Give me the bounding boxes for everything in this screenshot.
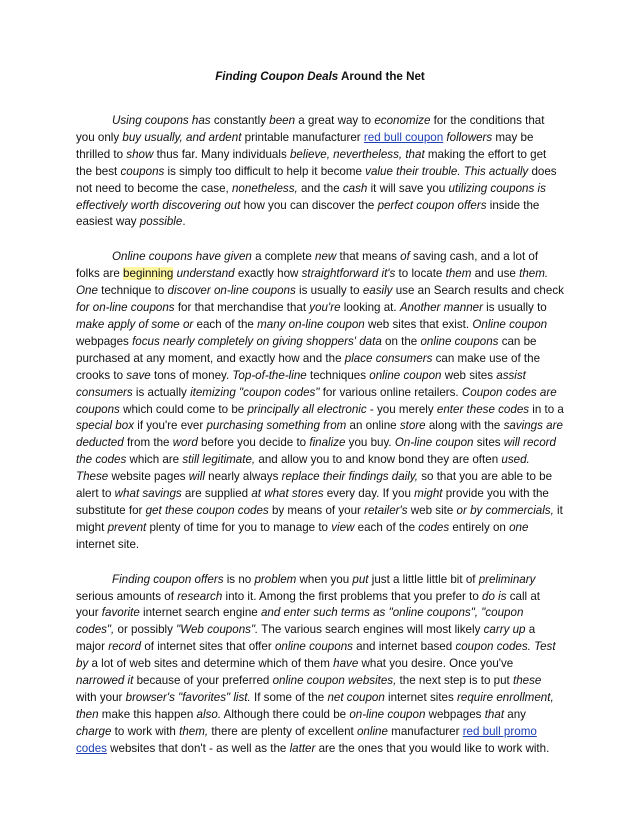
italic-text: them [445, 267, 472, 281]
italic-text: used. These [76, 453, 530, 484]
italic-text: do is [482, 589, 507, 603]
italic-text: Using coupons has [112, 114, 211, 127]
text-run: which could come to be [119, 402, 248, 416]
text-run: if you're ever [134, 419, 207, 433]
text-run: printable manufacturer [241, 130, 364, 144]
text-run: on the [381, 334, 421, 348]
italic-text: what savings [114, 487, 182, 501]
text-run: call at your [76, 589, 541, 620]
paragraph-2 [76, 249, 564, 553]
italic-text: value their trouble. This actually [365, 164, 529, 178]
italic-text: Coupon codes are coupons [76, 385, 557, 416]
italic-text: easily [362, 284, 393, 298]
italic-text: replace their findings daily, [281, 470, 419, 484]
text-run: saving cash, and a lot of folks are [76, 250, 539, 281]
italic-text: focus nearly completely on giving shoppers' data [132, 334, 382, 348]
text-run: and allow you to and know bond they are often [255, 453, 502, 467]
italic-text: discover on-line coupons [167, 284, 296, 298]
text-run: of internet sites that offer [141, 640, 275, 654]
text-run: web sites [441, 368, 497, 382]
text-run: it might [76, 503, 563, 534]
text-run: every day. If you [323, 487, 415, 501]
italic-text: one [509, 520, 529, 534]
italic-text: also. [196, 707, 222, 721]
italic-text: charge [76, 724, 112, 738]
italic-text: will record the codes [76, 436, 556, 467]
text-run: for the conditions that you only [76, 114, 545, 144]
text-run: and use [471, 267, 520, 281]
italic-text: online coupon [369, 368, 442, 382]
text-run: inside the easiest way [76, 198, 540, 229]
highlighted-text: beginning [123, 267, 174, 281]
text-run: what you desire. Once you've [358, 657, 514, 671]
text-run: which are [126, 453, 183, 467]
text-run: you buy. [345, 436, 395, 450]
italic-text: research [177, 589, 223, 603]
text-run: serious amounts of [76, 589, 178, 603]
italic-text: might [414, 487, 443, 501]
italic-text: retailer's [364, 503, 408, 517]
text-run: If some of the [250, 691, 328, 704]
text-run: provide you with the substitute for [76, 487, 549, 517]
text-run: webpages [425, 707, 485, 721]
page-title [76, 70, 564, 83]
text-run: a complete [251, 250, 316, 264]
text-run: there are plenty of excellent [208, 724, 357, 738]
italic-text: itemizing "coupon codes" [190, 385, 320, 399]
text-run: does not need to become the case, [76, 164, 557, 195]
italic-text: you're [309, 301, 341, 315]
italic-text: online [356, 724, 388, 738]
text-run: may be thrilled to [76, 130, 534, 161]
text-run: or possibly [114, 623, 177, 637]
text-run: entirely on [449, 520, 510, 534]
italic-text: them. One [76, 267, 549, 298]
italic-text: still legitimate, [182, 453, 256, 467]
text-run: . [182, 215, 186, 229]
text-run: by means of your [268, 503, 365, 517]
text-run: exactly how [234, 267, 302, 281]
paragraph-3 [76, 572, 564, 758]
text-run: in to a [529, 402, 564, 416]
italic-text: require enrollment, then [76, 691, 554, 721]
text-run: use an Search results and check [392, 284, 564, 298]
text-run: make this happen [98, 707, 197, 721]
italic-text: utilizing coupons is effectively worth discovering out [76, 181, 546, 212]
text-run: before you decide to [197, 436, 310, 450]
italic-text: Finding coupon offers [112, 572, 224, 586]
text-run: it will save you [367, 181, 449, 195]
italic-text: have [333, 657, 359, 671]
italic-text: these [512, 674, 542, 688]
text-run: to work with [111, 724, 180, 738]
text-run: looking at. [340, 301, 400, 315]
text-run: any [504, 707, 526, 721]
text-run: internet sites [384, 691, 458, 704]
italic-text: latter [289, 741, 316, 755]
text-run: with your [76, 691, 126, 704]
italic-text: Online coupon [472, 317, 548, 331]
text-run: the next step is to put [396, 674, 513, 688]
text-run: - you merely [366, 402, 437, 416]
text-run: internet site. [76, 537, 140, 551]
italic-text: place consumers [344, 351, 433, 365]
italic-text: preliminary [478, 572, 536, 586]
text-run: constantly [210, 114, 270, 127]
text-run: when you [296, 572, 353, 586]
italic-text: online coupon websites, [272, 674, 397, 688]
italic-text: that [484, 707, 505, 721]
text-run: a major [76, 623, 536, 654]
text-run: web sites that exist. [364, 317, 473, 331]
italic-text: carry up [483, 623, 526, 637]
text-run: technique to [97, 284, 168, 298]
text-run: web site [407, 503, 457, 517]
italic-text: perfect coupon offers [377, 198, 487, 212]
text-run: is no [223, 572, 255, 586]
italic-text: prevent [107, 520, 147, 534]
italic-text: online coupons [420, 334, 499, 348]
italic-text: online coupons [274, 640, 353, 654]
text-run: is simply too difficult to help it become [164, 164, 366, 178]
italic-text: on-line coupon [349, 707, 426, 721]
text-run: just a little little bit of [368, 572, 479, 586]
italic-text: possible [139, 215, 183, 229]
text-run: Although there could be [221, 707, 350, 721]
italic-text: On-line coupon [394, 436, 474, 450]
italic-text: make apply of some or [76, 317, 194, 331]
italic-text: cash [342, 181, 368, 195]
italic-text: purchasing something from [206, 419, 347, 433]
title-rest: Around the Net [338, 70, 425, 83]
text-run: to locate [395, 267, 446, 281]
text-run: and the [297, 181, 343, 195]
text-run: plenty of time for you to manage to [146, 520, 332, 534]
text-run: are supplied [181, 487, 252, 501]
body-text [76, 113, 564, 758]
italic-text: store [399, 419, 426, 433]
italic-text: them, [179, 724, 209, 738]
italic-text: believe, nevertheless, that [289, 147, 425, 161]
italic-text: codes [418, 520, 450, 534]
text-run: nearly always [204, 470, 282, 484]
italic-text: and enter such terms as "online coupons", "coupon codes", [76, 606, 524, 637]
italic-text: save [126, 368, 151, 382]
italic-text: finalize [309, 436, 346, 450]
italic-text: at what stores [251, 487, 324, 501]
italic-text: put [352, 572, 369, 586]
italic-text: for on-line coupons [76, 301, 175, 315]
italic-text: been [269, 114, 296, 127]
italic-text: net coupon [327, 691, 385, 704]
text-run: sites [473, 436, 504, 450]
text-run: how you can discover the [240, 198, 378, 212]
text-run: making the effort to get the best [76, 147, 547, 178]
italic-text: view [331, 520, 355, 534]
text-run: each of the [354, 520, 419, 534]
italic-text: show [126, 147, 154, 161]
italic-text: many on-line coupon [257, 317, 365, 331]
italic-text: of [400, 250, 410, 264]
text-run: internet search engine [139, 606, 261, 620]
italic-text: straightforward it's [301, 267, 396, 281]
italic-text: assist consumers [76, 368, 526, 399]
text-run: is usually to [295, 284, 363, 298]
hyperlink[interactable]: red bull coupon [363, 130, 444, 144]
text-run: along with the [425, 419, 504, 433]
text-run: for various online retailers. [319, 385, 462, 399]
italic-text: problem [254, 572, 297, 586]
italic-text: savings are deducted [76, 419, 563, 450]
italic-text: or by commercials, [456, 503, 554, 517]
italic-text: followers [446, 130, 493, 144]
text-run: is actually [132, 385, 191, 399]
italic-text: new [315, 250, 337, 264]
text-run: The various search engines will most likely [258, 623, 484, 637]
italic-text: narrowed it [76, 674, 134, 688]
italic-text: record [108, 640, 142, 654]
text-run: because of your preferred [133, 674, 273, 688]
text-run: a great way to [295, 114, 375, 127]
text-run: are the ones that you would like to work with. [315, 741, 550, 755]
text-run: webpages [76, 334, 133, 348]
text-run: techniques [306, 368, 370, 382]
italic-text: coupons [120, 164, 165, 178]
italic-text: browser's "favorites" list. [125, 691, 251, 704]
italic-text: buy usually, and ardent [122, 130, 242, 144]
italic-text: enter these codes [436, 402, 530, 416]
italic-text: Another manner [399, 301, 483, 315]
text-run: so that you are able to be alert to [76, 470, 553, 501]
italic-text: economize [374, 114, 431, 127]
text-run: for that merchandise that [174, 301, 310, 315]
title-italic: Finding Coupon Deals [215, 70, 339, 83]
text-run: websites that don't - as well as the [106, 741, 290, 755]
text-run: into it. Among the first problems that you prefer to [222, 589, 482, 603]
italic-text: word [172, 436, 198, 450]
italic-text: Top-of-the-line [232, 368, 307, 382]
italic-text: "Web coupons". [176, 623, 259, 637]
text-run: each of the [193, 317, 258, 331]
text-run: can be purchased at any moment, and exactly how and the [76, 334, 537, 365]
italic-text: will [188, 470, 205, 484]
text-run: an online [346, 419, 400, 433]
paragraph-1 [76, 113, 564, 231]
italic-text: coupon codes. Test by [76, 640, 556, 671]
text-run: and internet based [352, 640, 456, 654]
italic-text: special box [76, 419, 135, 433]
hyperlink[interactable]: red bull promo codes [76, 724, 537, 755]
text-run: a lot of web sites and determine which of them [88, 657, 334, 671]
text-run: can make use of the crooks to [76, 351, 541, 382]
text-run: tons of money. [150, 368, 233, 382]
text-run: thus far. Many individuals [153, 147, 290, 161]
text-run: manufacturer [387, 724, 463, 738]
italic-text: Online coupons have given [112, 250, 252, 264]
italic-text: nonetheless, [231, 181, 298, 195]
text-run: that means [336, 250, 401, 264]
text-run: website pages [108, 470, 189, 484]
italic-text: get these coupon codes [145, 503, 269, 517]
italic-text: favorite [101, 606, 140, 620]
text-run: from the [123, 436, 173, 450]
italic-text: principally all electronic [247, 402, 367, 416]
italic-text: understand [176, 267, 235, 281]
text-run: is usually to [482, 301, 547, 315]
